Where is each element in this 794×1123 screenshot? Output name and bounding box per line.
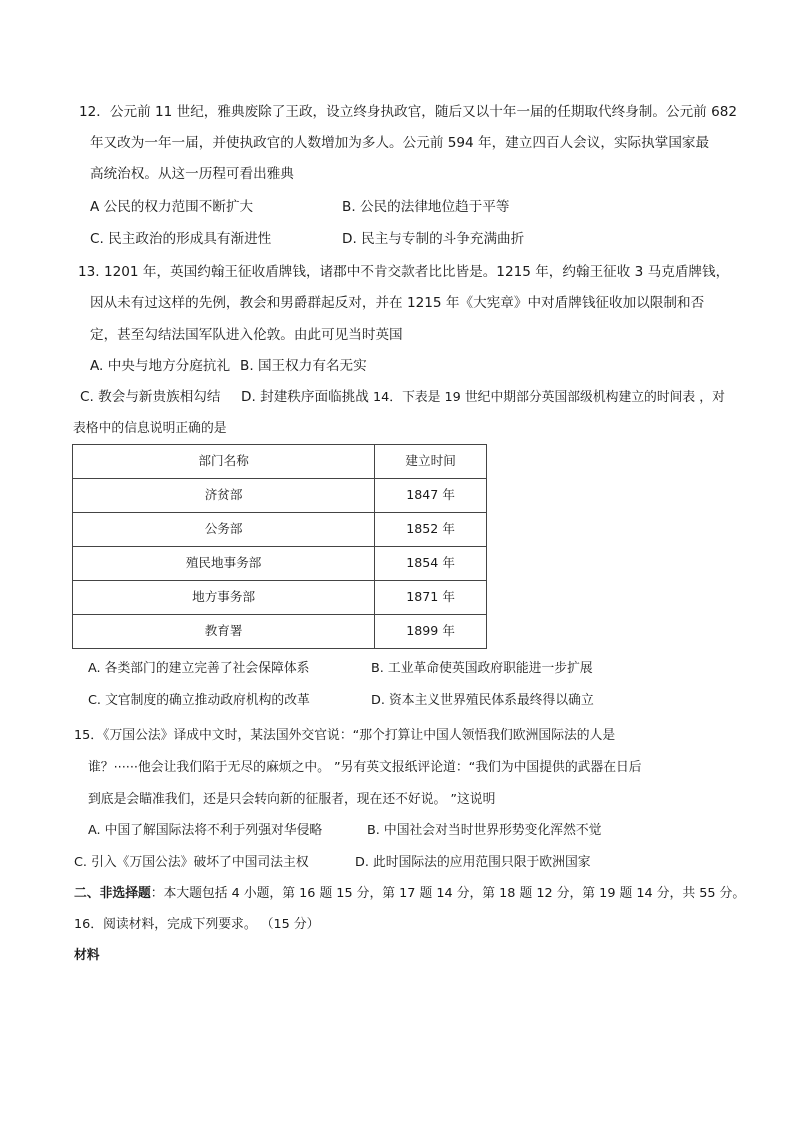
q12-option-b: B. 公民的法律地位趋于平等 bbox=[342, 199, 510, 215]
table-cell: 1847 年 bbox=[375, 479, 487, 513]
q13-line-1: 13. 1201 年，英国约翰王征收盾牌钱，诸郡中不肯交款者比比皆是。1215 年，约翰王征收 3 马克盾牌钱， bbox=[78, 264, 730, 280]
q13-option-d: D. 封建秩序面临挑战 bbox=[241, 389, 369, 405]
table-cell: 公务部 bbox=[73, 513, 375, 547]
q12-option-c: C. 民主政治的形成具有渐进性 bbox=[90, 231, 272, 247]
q14-line-1: 14．下表是 19 世纪中期部分英国部级机构建立的时间表 ，对 bbox=[373, 390, 725, 405]
table-cell: 殖民地事务部 bbox=[73, 547, 375, 581]
q15-option-b: B. 中国社会对当时世界形势变化浑然不觉 bbox=[367, 823, 602, 838]
table-cell: 1871 年 bbox=[375, 581, 487, 615]
q14-option-a: A. 各类部门的建立完善了社会保障体系 bbox=[88, 661, 310, 676]
table-header-row bbox=[73, 445, 487, 479]
table-row bbox=[73, 615, 487, 649]
q12-line-3: 高统治权。从这一历程可看出雅典 bbox=[90, 166, 294, 182]
table-row bbox=[73, 479, 487, 513]
q12-line-2: 年又改为一年一届，并使执政官的人数增加为多人。公元前 594 年，建立四百人会议，实际执掌国家最 bbox=[90, 135, 710, 151]
q12-line-1: 12．公元前 11 世纪，雅典废除了王政，设立终身执政官，随后又以十年一届的任期取代终身制。公元前 682 bbox=[79, 104, 738, 120]
q12-option-a: A 公民的权力范围不断扩大 bbox=[90, 199, 254, 215]
q15-option-c: C. 引入《万国公法》破坏了中国司法主权 bbox=[74, 855, 309, 870]
section-2-title: 二、非选择题 bbox=[74, 886, 151, 901]
q15-line-3: 到底是会瞄准我们，还是只会转向新的征服者，现在还不好说。 ”这说明 bbox=[88, 792, 496, 807]
q14-option-c: C. 文官制度的确立推动政府机构的改革 bbox=[88, 693, 310, 708]
q13-option-b: B. 国王权力有名无实 bbox=[240, 358, 367, 374]
q15-option-d: D. 此时国际法的应用范围只限于欧洲国家 bbox=[355, 855, 591, 870]
q14-option-d: D. 资本主义世界殖民体系最终得以确立 bbox=[371, 693, 594, 708]
q15-line-1: 15．《万国公法》译成中文时，某法国外交官说：“那个打算让中国人领悟我们欧洲国际法的人是 bbox=[74, 728, 616, 743]
q14-line-2: 表格中的信息说明正确的是 bbox=[73, 421, 227, 436]
q15-option-a: A. 中国了解国际法将不利于列强对华侵略 bbox=[88, 823, 323, 838]
table-cell: 济贫部 bbox=[73, 479, 375, 513]
department-table bbox=[72, 444, 487, 649]
q13-option-a: A. 中央与地方分庭抗礼 bbox=[90, 358, 231, 374]
table-cell: 1852 年 bbox=[375, 513, 487, 547]
q15-line-2: 谁？······他会让我们陷于无尽的麻烦之中。 ”另有英文报纸评论道：“我们为中国提供的武器在日后 bbox=[88, 760, 642, 775]
table-header-cell: 建立时间 bbox=[375, 445, 487, 479]
section-2-description: ：本大题包括 4 小题，第 16 题 15 分，第 17 题 14 分，第 18 题 12 分，第 19 题 14 分，共 55 分。 bbox=[150, 886, 746, 901]
table-row bbox=[73, 547, 487, 581]
table-cell: 地方事务部 bbox=[73, 581, 375, 615]
table-cell: 1899 年 bbox=[375, 615, 487, 649]
section-2-heading bbox=[74, 888, 745, 901]
q12-option-d: D. 民主与专制的斗争充满曲折 bbox=[342, 231, 525, 247]
q16-material-label: 材料 bbox=[74, 948, 100, 963]
q13-line-2: 因从未有过这样的先例，教会和男爵群起反对，并在 1215 年《大宪章》中对盾牌钱征收加以限制和否 bbox=[90, 295, 705, 311]
q14-option-b: B. 工业革命使英国政府职能进一步扩展 bbox=[371, 661, 593, 676]
q16-line-1: 16．阅读材料，完成下列要求。 （15 分） bbox=[74, 917, 320, 932]
table-row bbox=[73, 513, 487, 547]
q13-option-c: C. 教会与新贵族相勾结 bbox=[80, 389, 221, 405]
table-row bbox=[73, 581, 487, 615]
table-cell: 教育署 bbox=[73, 615, 375, 649]
table-header-cell: 部门名称 bbox=[73, 445, 375, 479]
q13-line-3: 定，甚至勾结法国军队进入伦敦。由此可见当时英国 bbox=[90, 327, 403, 343]
table-cell: 1854 年 bbox=[375, 547, 487, 581]
